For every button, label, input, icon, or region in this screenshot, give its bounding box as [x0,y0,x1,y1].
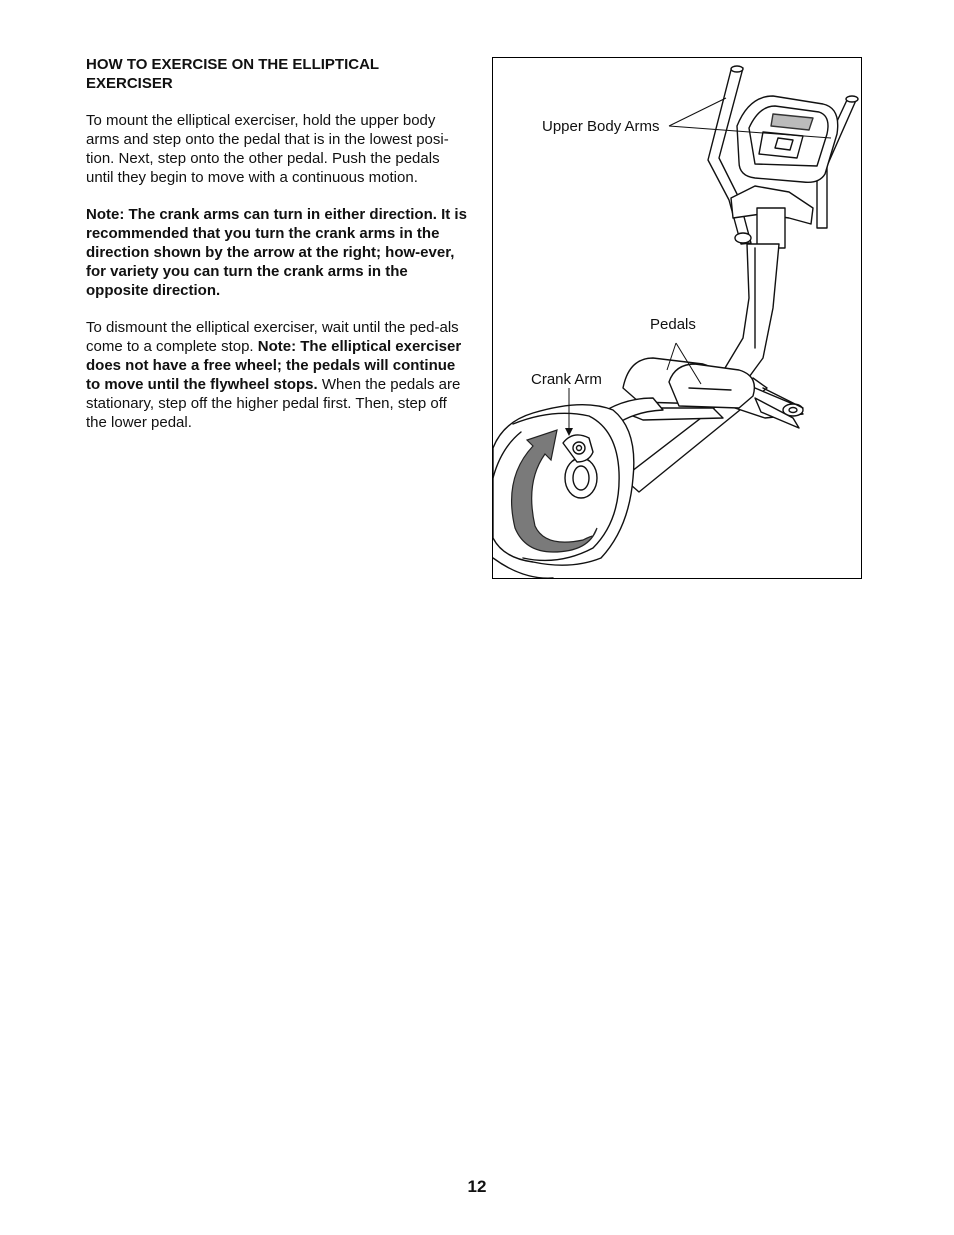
section-heading [86,55,470,93]
handlebar-mount [731,186,813,248]
heading-line-2: EXERCISER [86,75,173,92]
dismount-text-end: When the pedals are stationary, step off the higher pedal first. Then, step off the lower pedal. [86,376,461,431]
heading-line-1: HOW TO EXERCISE ON THE ELLIPTICAL [86,56,380,73]
crank-direction-note [86,205,470,300]
mount-paragraph: To mount the elliptical exerciser, hold the upper body arms and step onto the pedal that is in the lowest posi-tion. Next, step onto the other pedal. Push the pedals until they begin to move with a continuous motion. [86,112,449,186]
free-wheel-note: Note: The elliptical exerciser does not have a free wheel; the pedals will continue to move until the flywheel stops. [86,338,462,393]
pedal-right [669,364,754,408]
instructions-column [86,55,470,450]
elliptical-illustration [492,57,862,579]
dismount-text-start: To dismount the elliptical exerciser, wait until the ped-als come to a complete stop. [86,319,459,355]
console [737,96,838,182]
page-number: 12 [467,1177,487,1196]
label-crank-arm: Crank Arm [531,371,602,388]
label-pedals: Pedals [650,316,696,333]
label-upper-body-arms: Upper Body Arms [542,118,660,135]
dismount-paragraph [86,318,470,432]
upright-post [725,244,779,388]
crank-direction-note-text: Note: The crank arms can turn in either direction. It is recommended that you turn the crank arms in the direction shown by the arrow at the right; how-ever, for variety you can turn the crank arms in the opposite direction. [86,206,467,299]
